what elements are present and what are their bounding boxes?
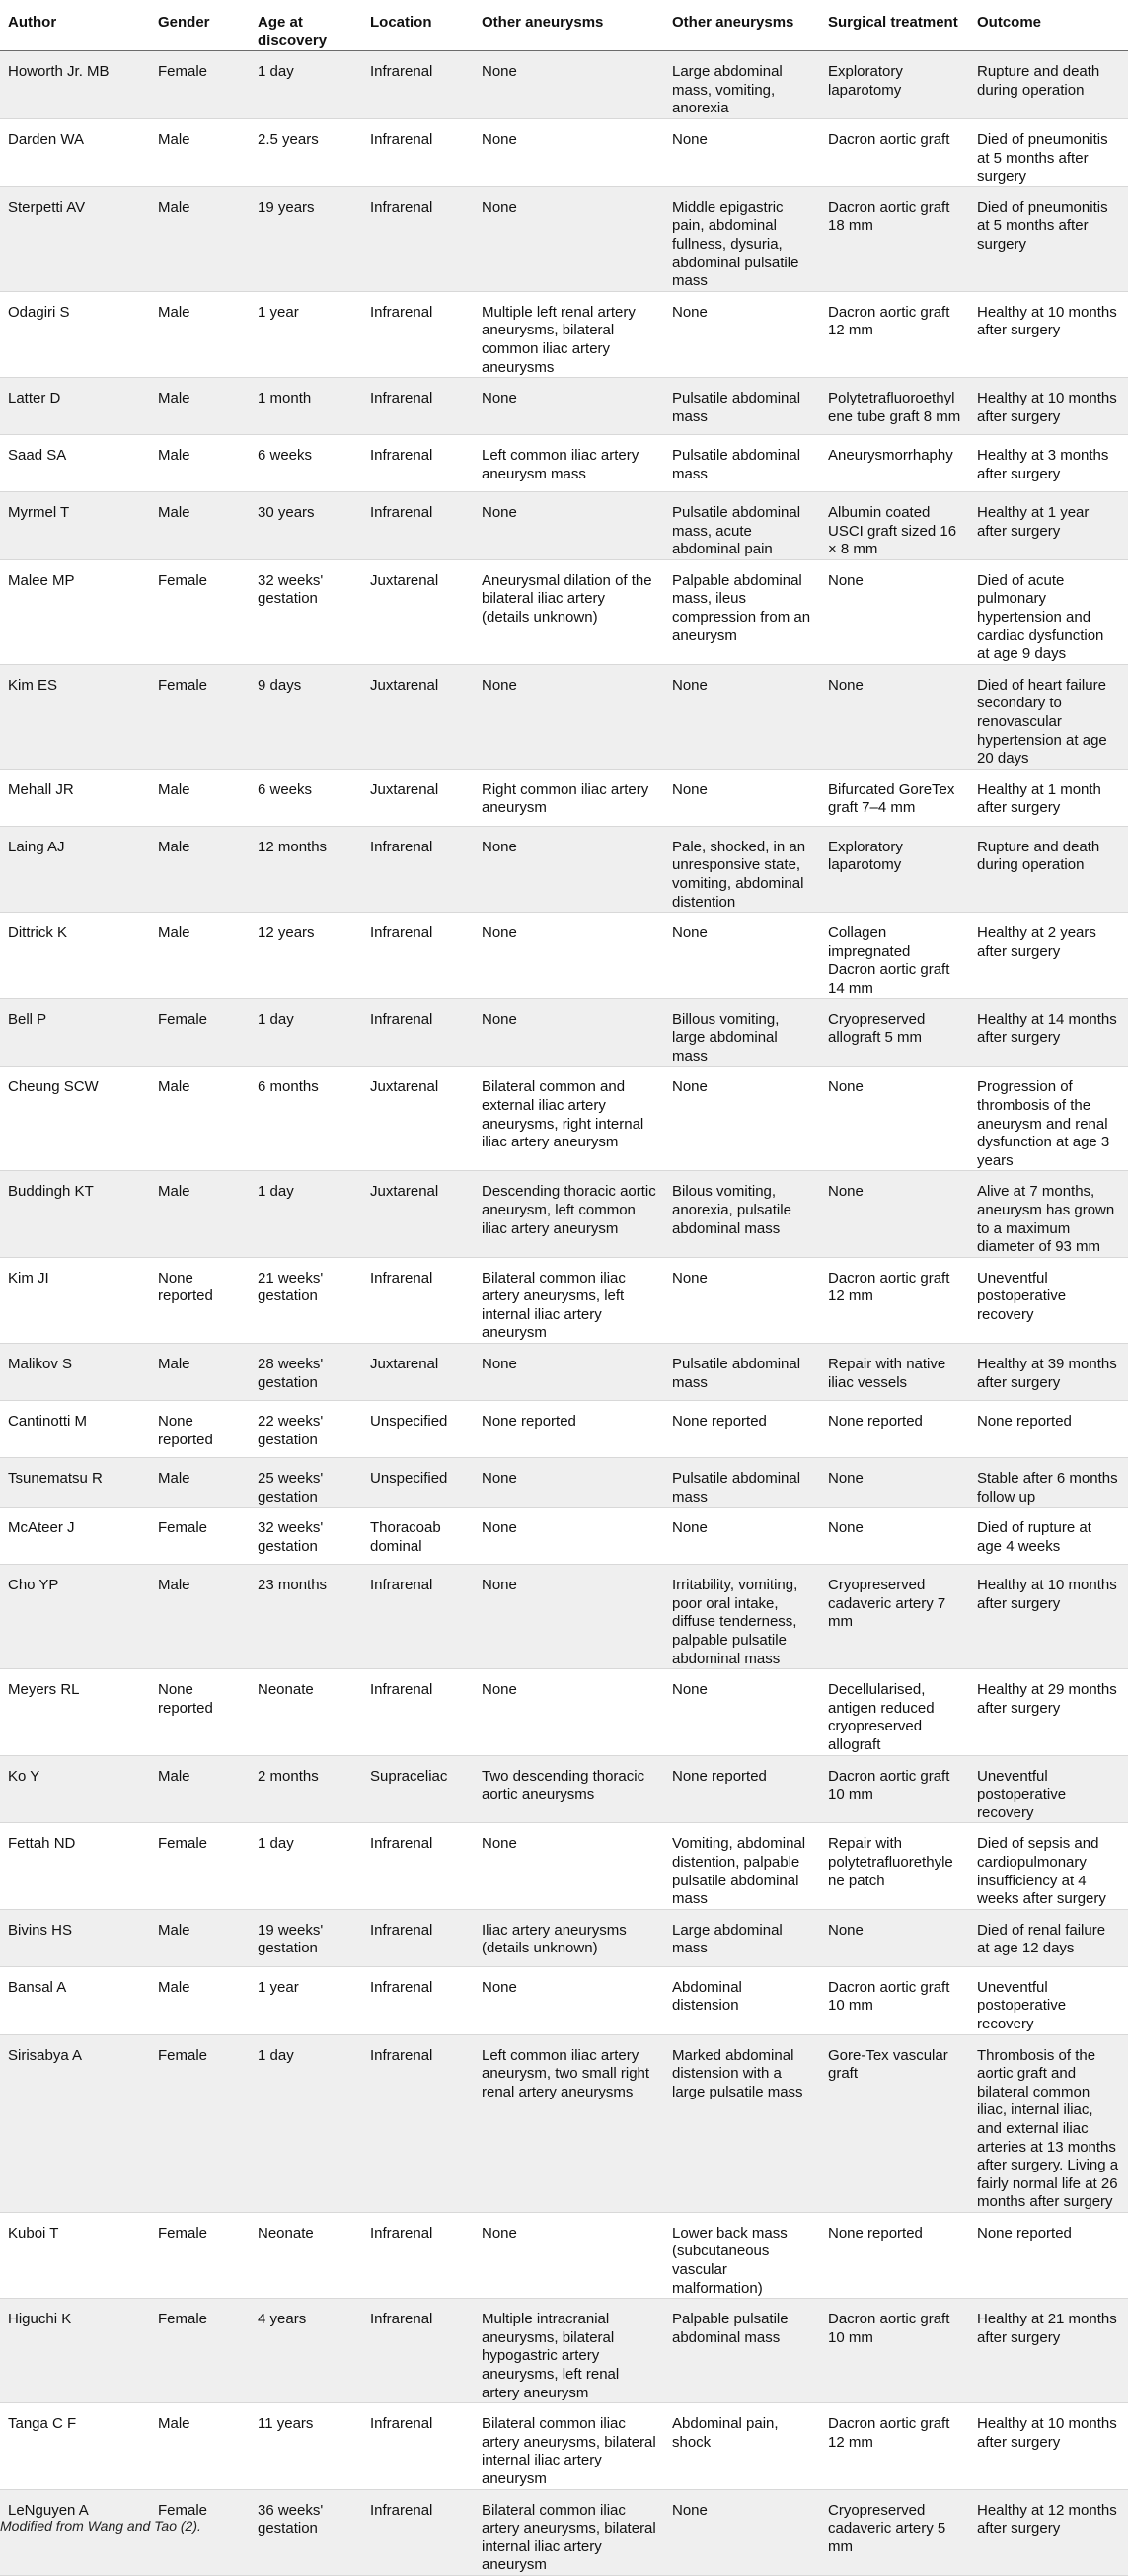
table-cell-location: Juxtarenal <box>370 1078 439 1096</box>
table-row <box>0 1344 1128 1401</box>
table-row <box>0 1909 1128 1966</box>
table-row <box>0 998 1128 1067</box>
table-cell-outcome: None reported <box>977 1413 1072 1431</box>
table-cell-age-at-discovery: 22 weeks' gestation <box>258 1413 324 1448</box>
table-cell-surgical-treatment: None <box>828 1078 864 1096</box>
table-cell-surgical-treatment: Dacron aortic graft 12 mm <box>828 2415 950 2451</box>
table-cell-author: Cheung SCW <box>8 1078 99 1096</box>
table-cell-author: Sirisabya A <box>8 2046 83 2064</box>
table-cell-age-at-discovery: 1 month <box>258 390 312 407</box>
table-cell-other-aneurysms-2: Pulsatile abdominal mass, acute abdominal pain <box>672 504 801 558</box>
table-cell-age-at-discovery: 21 weeks' gestation <box>258 1269 324 1305</box>
table-cell-outcome: Healthy at 3 months after surgery <box>977 447 1109 482</box>
table-cell-location: Infrarenal <box>370 1269 433 1287</box>
table-cell-outcome: Died of heart failure secondary to renovascular hypertension at age 20 days <box>977 676 1107 768</box>
table-row <box>0 2034 1128 2212</box>
table-cell-other-aneurysms-2: None <box>672 1681 708 1699</box>
table-cell-author: Saad SA <box>8 447 67 465</box>
table-cell-author: Kuboi T <box>8 2224 59 2242</box>
table-row <box>0 1508 1128 1565</box>
table-row <box>0 1966 1128 2034</box>
table-cell-other-aneurysms-2: None <box>672 1078 708 1096</box>
table-cell-age-at-discovery: 19 weeks' gestation <box>258 1921 324 1957</box>
table-cell-author: McAteer J <box>8 1519 75 1537</box>
table-row <box>0 1755 1128 1823</box>
table-cell-age-at-discovery: 4 years <box>258 2311 307 2328</box>
table-cell-outcome: Healthy at 10 months after surgery <box>977 303 1117 339</box>
table-cell-location: Infrarenal <box>370 1010 433 1028</box>
table-cell-location: Infrarenal <box>370 63 433 81</box>
table-cell-other-aneurysms-2: Vomiting, abdominal distention, palpable pulsatile abdominal mass <box>672 1835 806 1908</box>
table-row <box>0 435 1128 492</box>
table-cell-surgical-treatment: None <box>828 1183 864 1201</box>
table-cell-location: Juxtarenal <box>370 676 439 694</box>
table-row <box>0 1171 1128 1257</box>
table-cell-other-aneurysms-2: Pulsatile abdominal mass <box>672 390 801 425</box>
table-cell-other-aneurysms: None <box>482 1835 517 1853</box>
table-cell-surgical-treatment: None <box>828 676 864 694</box>
table-cell-outcome: Healthy at 39 months after surgery <box>977 1356 1117 1391</box>
table-cell-surgical-treatment: Decellularised, antigen reduced cryopreserved allograft <box>828 1681 935 1753</box>
table-cell-location: Supraceliac <box>370 1767 448 1785</box>
table-cell-gender: Female <box>158 1010 208 1028</box>
table-cell-author: Myrmel T <box>8 504 70 522</box>
table-cell-other-aneurysms: None <box>482 1577 517 1594</box>
table-cell-surgical-treatment: Collagen impregnated Dacron aortic graft 14 mm <box>828 924 950 996</box>
table-cell-gender: Male <box>158 198 190 216</box>
table-cell-other-aneurysms: None <box>482 924 517 942</box>
table-cell-other-aneurysms: Right common iliac artery aneurysm <box>482 780 649 817</box>
table-cell-other-aneurysms-2: Lower back mass (subcutaneous vascular malformation) <box>672 2224 788 2297</box>
table-cell-surgical-treatment: Repair with native iliac vessels <box>828 1356 946 1391</box>
table-cell-other-aneurysms: Bilateral common iliac artery aneurysms, left internal iliac artery aneurysm <box>482 1269 626 1342</box>
table-cell-outcome: Died of pneumonitis at 5 months after surgery <box>977 198 1108 253</box>
table-cell-other-aneurysms-2: Middle epigastric pain, abdominal fullness, dysuria, abdominal pulsatile mass <box>672 198 799 290</box>
table-cell-other-aneurysms: None <box>482 1356 517 1373</box>
table-cell-author: Bansal A <box>8 1978 67 1996</box>
table-cell-gender: Male <box>158 1183 190 1201</box>
table-cell-age-at-discovery: 19 years <box>258 198 315 216</box>
table-cell-surgical-treatment: Dacron aortic graft 10 mm <box>828 2311 950 2346</box>
table-cell-other-aneurysms-2: None <box>672 303 708 321</box>
table-cell-age-at-discovery: 1 year <box>258 303 299 321</box>
table-cell-other-aneurysms-2: None <box>672 130 708 148</box>
table-cell-other-aneurysms: None <box>482 838 517 855</box>
table-row <box>0 2212 1128 2298</box>
table-cell-other-aneurysms-2: Large abdominal mass <box>672 1921 783 1957</box>
table-cell-gender: Male <box>158 924 190 942</box>
table-cell-age-at-discovery: 1 day <box>258 63 294 81</box>
table-cell-location: Unspecified <box>370 1470 448 1488</box>
table-cell-author: Bivins HS <box>8 1921 73 1939</box>
table-cell-outcome: Uneventful postoperative recovery <box>977 1269 1067 1323</box>
table-cell-surgical-treatment: Albumin coated USCI graft sized 16 × 8 mm <box>828 504 957 558</box>
table-cell-other-aneurysms-2: None <box>672 2501 708 2519</box>
table-row <box>0 2299 1128 2403</box>
table-cell-outcome: Uneventful postoperative recovery <box>977 1978 1067 2032</box>
table-cell-surgical-treatment: Cryopreserved cadaveric artery 7 mm <box>828 1577 946 1631</box>
table-cell-other-aneurysms: None <box>482 390 517 407</box>
table-cell-author: Dittrick K <box>8 924 67 942</box>
table-row <box>0 1401 1128 1458</box>
table-cell-other-aneurysms-2: Pale, shocked, in an unresponsive state, vomiting, abdominal distention <box>672 838 806 911</box>
table-cell-age-at-discovery: 12 months <box>258 838 328 855</box>
table-cell-other-aneurysms: None <box>482 198 517 216</box>
table-cell-outcome: Healthy at 14 months after surgery <box>977 1010 1117 1047</box>
table-cell-surgical-treatment: None <box>828 571 864 589</box>
table-cell-other-aneurysms-2: None <box>672 924 708 942</box>
table-cell-outcome: Healthy at 1 month after surgery <box>977 780 1101 817</box>
table-cell-other-aneurysms-2: Irritability, vomiting, poor oral intake, diffuse tenderness, palpable pulsatile abdominal mass <box>672 1577 798 1667</box>
table-cell-outcome: Healthy at 21 months after surgery <box>977 2311 1117 2346</box>
table-cell-surgical-treatment: Dacron aortic graft 12 mm <box>828 303 950 339</box>
table-cell-gender: Male <box>158 130 190 148</box>
table-row <box>0 492 1128 560</box>
table-cell-author: Odagiri S <box>8 303 70 321</box>
table-cell-surgical-treatment: None <box>828 1470 864 1488</box>
table-cell-age-at-discovery: 1 day <box>258 1010 294 1028</box>
table-cell-other-aneurysms: Left common iliac artery aneurysm, two small right renal artery aneurysms <box>482 2046 650 2100</box>
table-cell-age-at-discovery: 36 weeks' gestation <box>258 2501 324 2538</box>
table-cell-other-aneurysms-2: Palpable pulsatile abdominal mass <box>672 2311 789 2346</box>
table-cell-gender: Female <box>158 2311 208 2328</box>
table-cell-age-at-discovery: 23 months <box>258 1577 328 1594</box>
table-cell-location: Infrarenal <box>370 2415 433 2433</box>
table-cell-surgical-treatment: None <box>828 1519 864 1537</box>
table-cell-other-aneurysms: None <box>482 1978 517 1996</box>
table-cell-gender: Male <box>158 1356 190 1373</box>
table-cell-other-aneurysms: Descending thoracic aortic aneurysm, left common iliac artery aneurysm <box>482 1183 656 1237</box>
table-cell-outcome: Died of acute pulmonary hypertension and cardiac dysfunction at age 9 days <box>977 571 1104 663</box>
table-row <box>0 1823 1128 1909</box>
table-cell-location: Unspecified <box>370 1413 448 1431</box>
table-cell-gender: Male <box>158 1078 190 1096</box>
table-cell-other-aneurysms: Bilateral common iliac artery aneurysms, bilateral internal iliac artery aneurysm <box>482 2501 656 2574</box>
table-cell-gender: Female <box>158 63 208 81</box>
table-cell-author: Higuchi K <box>8 2311 72 2328</box>
table-cell-other-aneurysms: Iliac artery aneurysms (details unknown) <box>482 1921 627 1957</box>
table-cell-other-aneurysms-2: None <box>672 1519 708 1537</box>
table-cell-location: Infrarenal <box>370 2046 433 2064</box>
table-row <box>0 186 1128 291</box>
table-body <box>0 51 1128 2576</box>
table-cell-location: Infrarenal <box>370 1681 433 1699</box>
table-cell-surgical-treatment: Cryopreserved allograft 5 mm <box>828 1010 926 1047</box>
table-cell-age-at-discovery: 1 day <box>258 2046 294 2064</box>
table-cell-location: Infrarenal <box>370 1577 433 1594</box>
table-cell-age-at-discovery: 1 day <box>258 1183 294 1201</box>
table-cell-other-aneurysms: None <box>482 1519 517 1537</box>
table-cell-author: Malee MP <box>8 571 75 589</box>
table-cell-outcome: Healthy at 12 months after surgery <box>977 2501 1117 2538</box>
table-cell-gender: Male <box>158 1978 190 1996</box>
table-cell-outcome: Stable after 6 months follow up <box>977 1470 1118 1506</box>
column-header-location: Location <box>370 14 432 31</box>
table-row <box>0 291 1128 377</box>
table-cell-outcome: Healthy at 29 months after surgery <box>977 1681 1117 1717</box>
table-cell-author: Cantinotti M <box>8 1413 88 1431</box>
table-cell-other-aneurysms-2: Abdominal pain, shock <box>672 2415 779 2451</box>
table-cell-other-aneurysms: Aneurysmal dilation of the bilateral iliac artery (details unknown) <box>482 571 652 626</box>
table-cell-author: Meyers RL <box>8 1681 80 1699</box>
table-cell-gender: Female <box>158 2224 208 2242</box>
column-header-other-aneurysms: Other aneurysms <box>482 14 604 31</box>
table-cell-surgical-treatment: None <box>828 1921 864 1939</box>
table-row <box>0 913 1128 998</box>
table-cell-author: Kim ES <box>8 676 58 694</box>
table-cell-surgical-treatment: Exploratory laparotomy <box>828 63 903 99</box>
table-cell-location: Infrarenal <box>370 2501 433 2519</box>
table-cell-age-at-discovery: 1 day <box>258 1835 294 1853</box>
table-cell-location: Infrarenal <box>370 198 433 216</box>
table-cell-other-aneurysms-2: Large abdominal mass, vomiting, anorexia <box>672 63 783 117</box>
table-cell-age-at-discovery: 32 weeks' gestation <box>258 571 324 608</box>
table-cell-outcome: Rupture and death during operation <box>977 838 1100 874</box>
table-cell-outcome: Uneventful postoperative recovery <box>977 1767 1067 1821</box>
table-cell-location: Infrarenal <box>370 2224 433 2242</box>
table-cell-surgical-treatment: Gore-Tex vascular graft <box>828 2046 948 2083</box>
table-cell-age-at-discovery: 25 weeks' gestation <box>258 1470 324 1506</box>
table-cell-other-aneurysms-2: Marked abdominal distension with a large pulsatile mass <box>672 2046 803 2100</box>
table-cell-outcome: Healthy at 1 year after surgery <box>977 504 1090 540</box>
table-cell-other-aneurysms: None <box>482 676 517 694</box>
table-cell-gender: None reported <box>158 1681 213 1717</box>
table-cell-author: Latter D <box>8 390 61 407</box>
table-cell-location: Juxtarenal <box>370 571 439 589</box>
table-cell-age-at-discovery: 11 years <box>258 2415 314 2433</box>
table-cell-other-aneurysms: Left common iliac artery aneurysm mass <box>482 447 639 482</box>
table-cell-location: Juxtarenal <box>370 1356 439 1373</box>
table-row <box>0 664 1128 769</box>
table-row <box>0 1669 1128 1755</box>
table-cell-other-aneurysms-2: None reported <box>672 1413 767 1431</box>
table-cell-outcome: Progression of thrombosis of the aneurysm and renal dysfunction at age 3 years <box>977 1078 1110 1169</box>
table-cell-other-aneurysms: None <box>482 63 517 81</box>
table-cell-gender: Male <box>158 780 190 798</box>
table-cell-other-aneurysms: Bilateral common and external iliac artery aneurysms, right internal iliac artery aneurysm <box>482 1078 644 1151</box>
table-cell-author: Kim JI <box>8 1269 49 1287</box>
table-cell-location: Infrarenal <box>370 924 433 942</box>
table-cell-outcome: Alive at 7 months, aneurysm has grown to a maximum diameter of 93 mm <box>977 1183 1115 1256</box>
table-cell-other-aneurysms-2: None <box>672 676 708 694</box>
table-cell-author: Tsunematsu R <box>8 1470 103 1488</box>
table-cell-other-aneurysms: Multiple intracranial aneurysms, bilateral hypogastric artery aneurysms, left renal artery aneurysm <box>482 2311 620 2401</box>
table-cell-age-at-discovery: 32 weeks' gestation <box>258 1519 324 1555</box>
table-cell-age-at-discovery: 12 years <box>258 924 315 942</box>
table-cell-surgical-treatment: Dacron aortic graft 18 mm <box>828 198 950 235</box>
table-row <box>0 1458 1128 1508</box>
table-cell-outcome: Healthy at 10 months after surgery <box>977 2415 1117 2451</box>
table-cell-author: Fettah ND <box>8 1835 76 1853</box>
table-cell-surgical-treatment: Bifurcated GoreTex graft 7–4 mm <box>828 780 955 817</box>
table-cell-gender: Male <box>158 1577 190 1594</box>
table-cell-outcome: Died of pneumonitis at 5 months after surgery <box>977 130 1108 185</box>
table-cell-outcome: Healthy at 10 months after surgery <box>977 1577 1117 1612</box>
table-cell-location: Infrarenal <box>370 390 433 407</box>
column-header-author: Author <box>8 14 57 31</box>
table-cell-outcome: Died of renal failure at age 12 days <box>977 1921 1106 1957</box>
table-cell-other-aneurysms-2: Palpable abdominal mass, ileus compression from an aneurysm <box>672 571 811 644</box>
table-cell-other-aneurysms: Bilateral common iliac artery aneurysms, bilateral internal iliac artery aneurysm <box>482 2415 656 2487</box>
table-cell-other-aneurysms-2: Abdominal distension <box>672 1978 742 2015</box>
table-cell-gender: Female <box>158 1835 208 1853</box>
table-row <box>0 826 1128 912</box>
table-cell-surgical-treatment: Dacron aortic graft <box>828 130 950 148</box>
table-cell-location: Infrarenal <box>370 1921 433 1939</box>
table-cell-gender: Male <box>158 1921 190 1939</box>
table-cell-age-at-discovery: 2 months <box>258 1767 319 1785</box>
table-cell-other-aneurysms-2: None reported <box>672 1767 767 1785</box>
table-cell-other-aneurysms-2: Bilous vomiting, anorexia, pulsatile abdominal mass <box>672 1183 791 1237</box>
table-cell-location: Juxtarenal <box>370 780 439 798</box>
table-cell-other-aneurysms-2: Billous vomiting, large abdominal mass <box>672 1010 780 1065</box>
table-cell-other-aneurysms: Two descending thoracic aortic aneurysms <box>482 1767 645 1803</box>
table-cell-age-at-discovery: 9 days <box>258 676 302 694</box>
table-cell-other-aneurysms-2: Pulsatile abdominal mass <box>672 1470 801 1506</box>
table-cell-other-aneurysms: None <box>482 504 517 522</box>
table-cell-gender: Female <box>158 2501 208 2519</box>
table-cell-outcome: Died of sepsis and cardiopulmonary insufficiency at 4 weeks after surgery <box>977 1835 1106 1908</box>
table-cell-surgical-treatment: None reported <box>828 1413 923 1431</box>
table-cell-gender: Male <box>158 2415 190 2433</box>
table-cell-other-aneurysms: None <box>482 2224 517 2242</box>
table-cell-age-at-discovery: 1 year <box>258 1978 299 1996</box>
table-cell-author: Bell P <box>8 1010 47 1028</box>
table-cell-age-at-discovery: 30 years <box>258 504 315 522</box>
table-cell-gender: Male <box>158 1767 190 1785</box>
table-cell-outcome: Died of rupture at age 4 weeks <box>977 1519 1091 1555</box>
table-cell-gender: Female <box>158 571 208 589</box>
table-cell-surgical-treatment: None reported <box>828 2224 923 2242</box>
table-header-row <box>0 0 1128 51</box>
table-cell-gender: Male <box>158 390 190 407</box>
table-row <box>0 1067 1128 1171</box>
table-cell-author: Darden WA <box>8 130 84 148</box>
table-cell-location: Infrarenal <box>370 1835 433 1853</box>
table-cell-outcome: Thrombosis of the aortic graft and bilateral common iliac, internal iliac, and external iliac arteries at 13 months after surgery. Living a fairly normal life at 26 months after surgery <box>977 2046 1119 2211</box>
column-header-gender: Gender <box>158 14 210 31</box>
table-cell-gender: Male <box>158 838 190 855</box>
table-row <box>0 51 1128 119</box>
table-cell-age-at-discovery: 6 weeks <box>258 780 313 798</box>
table-cell-other-aneurysms: None <box>482 1470 517 1488</box>
table-cell-surgical-treatment: Polytetrafluoroethylene tube graft 8 mm <box>828 390 961 425</box>
table-row <box>0 769 1128 826</box>
table-row <box>0 1565 1128 1669</box>
table-cell-author: Mehall JR <box>8 780 74 798</box>
table-cell-age-at-discovery: 6 weeks <box>258 447 313 465</box>
table-cell-age-at-discovery: 6 months <box>258 1078 319 1096</box>
column-header-outcome: Outcome <box>977 14 1042 31</box>
table-cell-location: Thoracoab dominal <box>370 1519 441 1555</box>
column-header-other-aneurysms-2: Other aneurysms <box>672 14 794 31</box>
column-header-surgical-treatment: Surgical treatment <box>828 14 958 31</box>
table-cell-author: Ko Y <box>8 1767 40 1785</box>
table-cell-location: Infrarenal <box>370 1978 433 1996</box>
table-cell-location: Infrarenal <box>370 2311 433 2328</box>
table-cell-other-aneurysms: None <box>482 1010 517 1028</box>
table-cell-location: Infrarenal <box>370 303 433 321</box>
table-cell-gender: None reported <box>158 1269 213 1305</box>
table-cell-other-aneurysms: None <box>482 130 517 148</box>
table-cell-outcome: None reported <box>977 2224 1072 2242</box>
table-cell-surgical-treatment: Cryopreserved cadaveric artery 5 mm <box>828 2501 946 2555</box>
table-cell-other-aneurysms: None reported <box>482 1413 576 1431</box>
table-cell-author: Malikov S <box>8 1356 73 1373</box>
table-cell-gender: Male <box>158 447 190 465</box>
table-row <box>0 118 1128 186</box>
table-cell-author: Laing AJ <box>8 838 65 855</box>
table-footnote: Modified from Wang and Tao (2). <box>0 2518 201 2534</box>
table-row <box>0 1257 1128 1343</box>
table-cell-gender: Male <box>158 504 190 522</box>
table-cell-outcome: Healthy at 10 months after surgery <box>977 390 1117 425</box>
table-cell-gender: Male <box>158 1470 190 1488</box>
table-cell-location: Infrarenal <box>370 447 433 465</box>
table-cell-other-aneurysms-2: Pulsatile abdominal mass <box>672 447 801 482</box>
table-cell-author: Sterpetti AV <box>8 198 86 216</box>
table-cell-author: Cho YP <box>8 1577 59 1594</box>
table-cell-location: Infrarenal <box>370 130 433 148</box>
table-cell-age-at-discovery: Neonate <box>258 2224 314 2242</box>
table-cell-location: Infrarenal <box>370 504 433 522</box>
table-cell-other-aneurysms-2: Pulsatile abdominal mass <box>672 1356 801 1391</box>
column-header-age-at-discovery: Age at discovery <box>258 14 328 49</box>
table-cell-age-at-discovery: 2.5 years <box>258 130 319 148</box>
table-cell-gender: Female <box>158 2046 208 2064</box>
table-cell-age-at-discovery: Neonate <box>258 1681 314 1699</box>
table-cell-surgical-treatment: Dacron aortic graft 10 mm <box>828 1767 950 1803</box>
table-cell-gender: Female <box>158 676 208 694</box>
table-cell-location: Juxtarenal <box>370 1183 439 1201</box>
table-cell-surgical-treatment: Repair with polytetrafluorethylene patch <box>828 1835 953 1889</box>
table-cell-surgical-treatment: Dacron aortic graft 12 mm <box>828 1269 950 1305</box>
table-cell-author: LeNguyen A <box>8 2501 89 2519</box>
table-cell-location: Infrarenal <box>370 838 433 855</box>
table-cell-surgical-treatment: Dacron aortic graft 10 mm <box>828 1978 950 2015</box>
table-cell-outcome: Rupture and death during operation <box>977 63 1100 99</box>
table-cell-surgical-treatment: Exploratory laparotomy <box>828 838 903 874</box>
table-cell-age-at-discovery: 28 weeks' gestation <box>258 1356 324 1391</box>
table-cell-author: Buddingh KT <box>8 1183 94 1201</box>
table-cell-surgical-treatment: Aneurysmorrhaphy <box>828 447 953 465</box>
table-cell-other-aneurysms: None <box>482 1681 517 1699</box>
table-row <box>0 2403 1128 2489</box>
table-row <box>0 559 1128 664</box>
table-cell-gender: Male <box>158 303 190 321</box>
table-cell-author: Tanga C F <box>8 2415 77 2433</box>
table-cell-other-aneurysms: Multiple left renal artery aneurysms, bilateral common iliac artery aneurysms <box>482 303 636 376</box>
table-cell-gender: None reported <box>158 1413 213 1448</box>
table-cell-other-aneurysms-2: None <box>672 1269 708 1287</box>
table-row <box>0 378 1128 435</box>
table-cell-other-aneurysms-2: None <box>672 780 708 798</box>
table-cell-outcome: Healthy at 2 years after surgery <box>977 924 1096 960</box>
table-cell-gender: Female <box>158 1519 208 1537</box>
table-cell-author: Howorth Jr. MB <box>8 63 110 81</box>
